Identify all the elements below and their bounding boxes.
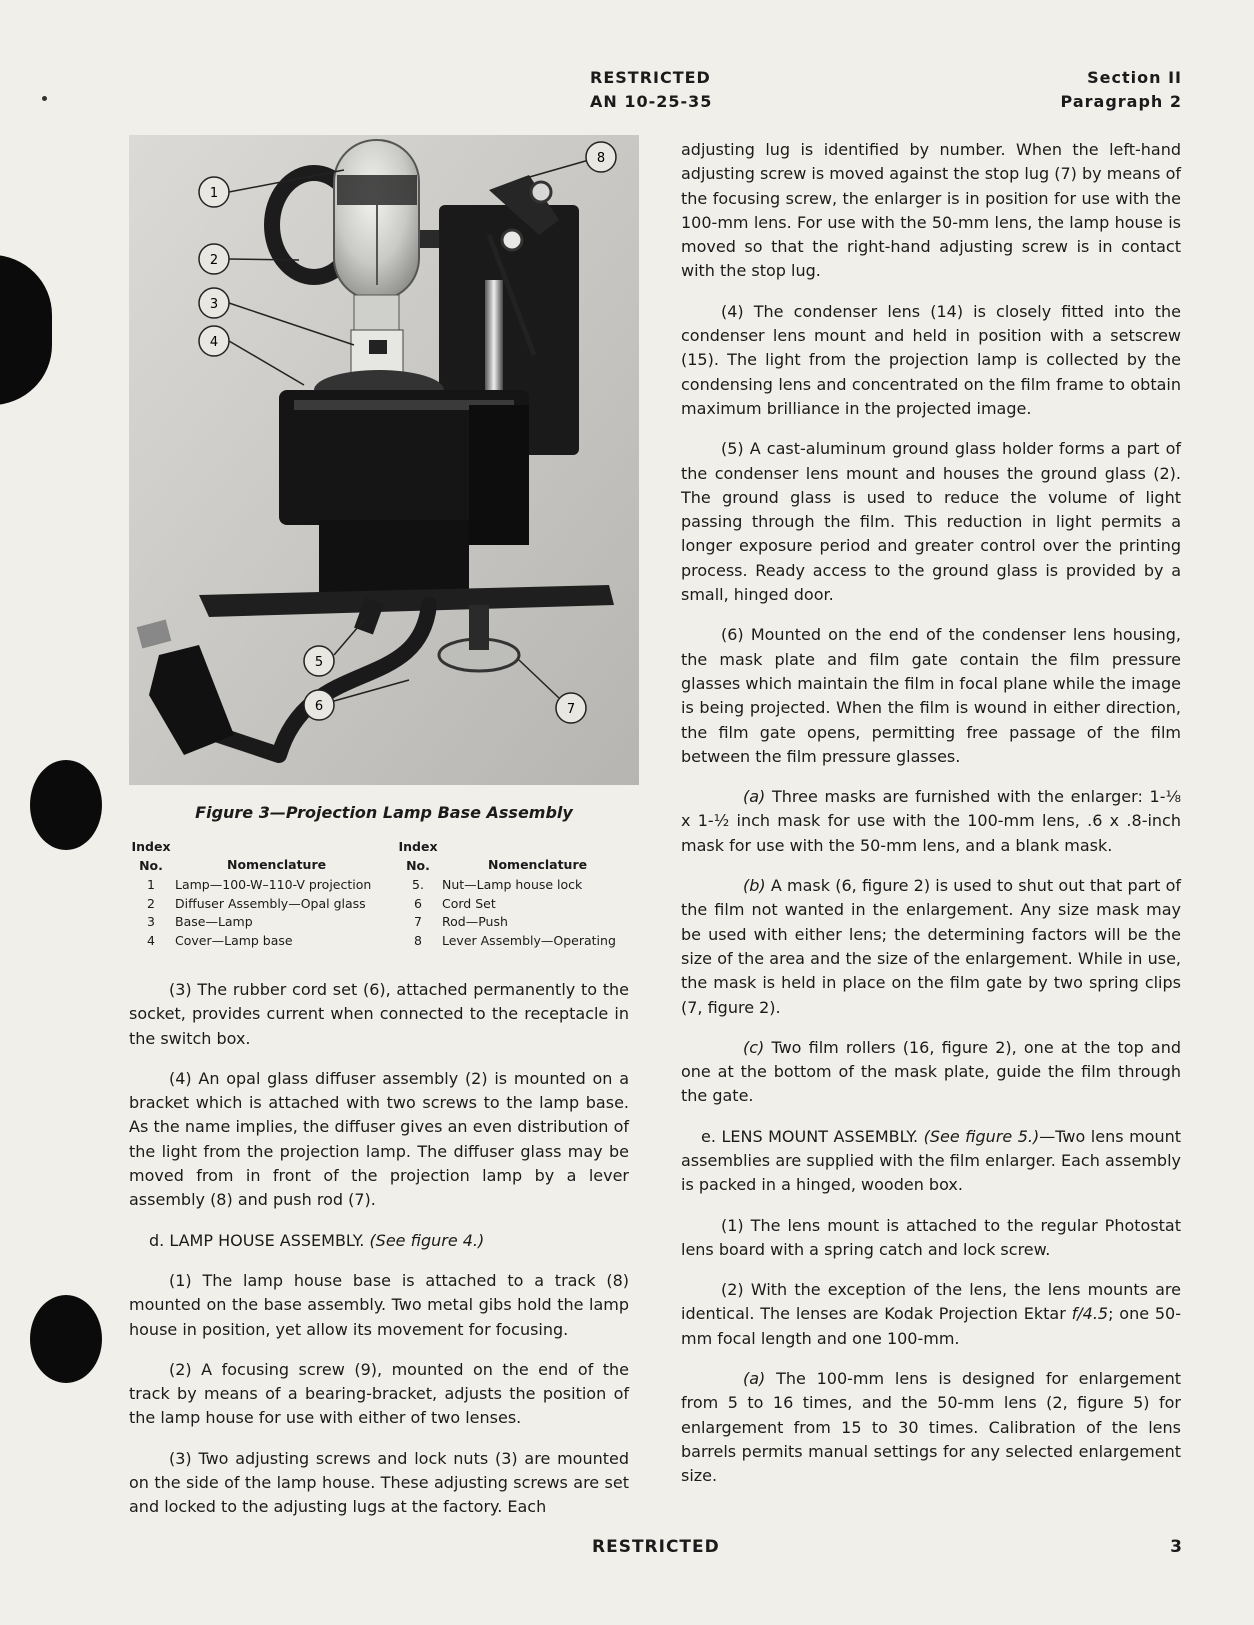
callout-3 [199, 288, 229, 318]
paragraph: (4) The condenser lens (14) is closely fitted into the condenser lens mount and held in position with a setscrew (15). The light from the projection lamp is collected by the condensing lens and concentrated on the film frame to obtain maximum brilliance in the projected image. [681, 301, 1181, 418]
svg-text:5: 5 [314, 655, 324, 670]
page-number: 3 [1170, 1537, 1182, 1557]
index-table-right [398, 838, 643, 950]
header-section: Section II [1087, 68, 1182, 87]
header-right [1061, 66, 1182, 114]
svg-text:3: 3 [209, 297, 219, 312]
subparagraph: (b) A mask (6, figure 2) is used to shut out that part of the film not wanted in the enlargement. Any size mask may be used with either lens; the determining factors will be the size of the area and the size of the enlargement. While in use, the mask is held in place on the film gate by two spring clips (7, figure 2). [681, 876, 1182, 1017]
callout-6 [304, 690, 334, 720]
subparagraph: (a) Three masks are furnished with the enlarger: 1-⅛ x 1-½ inch mask for use with the 100-mm lens, .6 x .8-inch mask for use with the 50-mm lens, and a blank mask. [681, 787, 1181, 855]
section-heading-d: d. LAMP HOUSE ASSEMBLY. (See figure 4.) [149, 1230, 485, 1250]
paragraph: (2) With the exception of the lens, the lens mounts are identical. The lenses are Kodak Projection Ektar f/4.5; one 50-mm focal length and one 100-mm. [681, 1280, 1182, 1348]
paragraph: adjusting lug is identified by number. When the left-hand adjusting screw is moved against the stop lug (7) by means of the focusing screw, the enlarger is in position for use with the 100-mm lens. For use with the 50-mm lens, the lamp house is moved so that the right-hand adjusting screw is in contact with the stop lug. [681, 140, 1181, 281]
no-header: No. [139, 857, 163, 873]
index-row: 5. Nut—Lamp house lock [412, 877, 583, 892]
svg-text:4: 4 [209, 335, 219, 350]
callout-2 [199, 244, 229, 274]
paragraph: (1) The lens mount is attached to the regular Photostat lens board with a spring catch and lock screw. [681, 1215, 1181, 1259]
svg-text:7: 7 [566, 702, 576, 717]
index-header: Index [131, 839, 171, 854]
index-header: Index [398, 839, 438, 854]
index-row: 3 Base—Lamp [147, 914, 253, 929]
svg-text:6: 6 [314, 699, 324, 714]
paragraph: (5) A cast-aluminum ground glass holder forms a part of the condenser lens mount and houses the ground glass (2). The ground glass is used to reduce the volume of light passing through the film. This reduction in light permits a longer exposure period and greater control over the printing process. Ready access to the ground glass is provided by a small, hinged door. [681, 439, 1181, 605]
header-center [590, 66, 712, 114]
paragraph: (3) Two adjusting screws and lock nuts (3) are mounted on the side of the lamp house. These adjusting screws are set and locked to the adjusting lugs at the factory. Each [129, 1448, 629, 1517]
index-row: 4 Cover—Lamp base [147, 932, 293, 948]
footer-classification: RESTRICTED [592, 1537, 720, 1557]
nomenclature-header: Nomenclature [488, 857, 588, 872]
figure-caption: Figure 3—Projection Lamp Base Assembly [195, 803, 573, 822]
index-table-left [131, 838, 393, 950]
binder-hole-bottom [30, 1295, 102, 1383]
subparagraph: (a) The 100-mm lens is designed for enlargement from 5 to 16 times, and the 50-mm lens (2, figure 5) for enlargement from 15 to 30 times. Calibration of the lens barrels permits manual settings for any selected enlargement size. [681, 1369, 1181, 1486]
svg-text:2: 2 [209, 253, 219, 268]
svg-text:8: 8 [596, 151, 606, 166]
paragraph: (2) A focusing screw (9), mounted on the end of the track by means of a bearing-bracket, adjusts the position of the lamp house for use with either of two lenses. [129, 1359, 629, 1428]
subparagraph: (c) Two film rollers (16, figure 2), one at the top and one at the bottom of the mask plate, guide the film through the gate. [681, 1037, 1181, 1106]
binder-hole-middle [30, 760, 102, 850]
index-row: 8 Lever Assembly—Operating [414, 932, 616, 948]
header-doc-number: AN 10-25-35 [590, 92, 713, 111]
figure-photo [129, 135, 639, 785]
index-row: 1 Lamp—100-W–110-V projection [147, 877, 372, 892]
section-heading-e: e. LENS MOUNT ASSEMBLY. (See figure 5.)—Two lens mount assemblies are supplied with the film enlarger. Each assembly is packed in a hinged, wooden box. [681, 1126, 1181, 1195]
callout-4 [199, 326, 229, 356]
index-row: 2 Diffuser Assembly—Opal glass [147, 895, 366, 911]
paragraph: (3) The rubber cord set (6), attached permanently to the socket, provides current when connected to the receptacle in the switch box. [129, 980, 629, 1048]
right-column [681, 138, 1181, 1505]
paragraph: (1) The lamp house base is attached to a track (8) mounted on the base assembly. Two metal gibs hold the lamp house in position, yet allow its movement for focusing. [129, 1270, 629, 1339]
nomenclature-header: Nomenclature [227, 857, 327, 872]
callout-7 [556, 693, 586, 723]
callout-1 [199, 177, 229, 207]
binder-hole-top [0, 255, 52, 405]
callout-5 [304, 646, 334, 676]
callout-8 [586, 142, 616, 172]
no-header: No. [406, 857, 430, 873]
index-row: 6 Cord Set [414, 895, 496, 911]
header-paragraph: Paragraph 2 [1060, 92, 1182, 111]
svg-text:1: 1 [209, 186, 219, 201]
speck [42, 96, 47, 101]
header-classification: RESTRICTED [590, 68, 711, 87]
left-column [129, 978, 629, 1536]
paragraph: (6) Mounted on the end of the condenser lens housing, the mask plate and film gate contain the film pressure glasses which maintain the film in focal plane while the image is being projected. When the film is wound in either direction, the film gate opens, permitting free passage of the film between the film pressure glasses. [681, 625, 1181, 766]
index-row: 7 Rod—Push [414, 914, 508, 929]
paragraph: (4) An opal glass diffuser assembly (2) is mounted on a bracket which is attached with two screws to the lamp base. As the name implies, the diffuser gives an even distribution of the light from the projection lamp. The diffuser glass may be moved from in front of the projection lamp by a lever assembly (8) and push rod (7). [129, 1068, 629, 1210]
